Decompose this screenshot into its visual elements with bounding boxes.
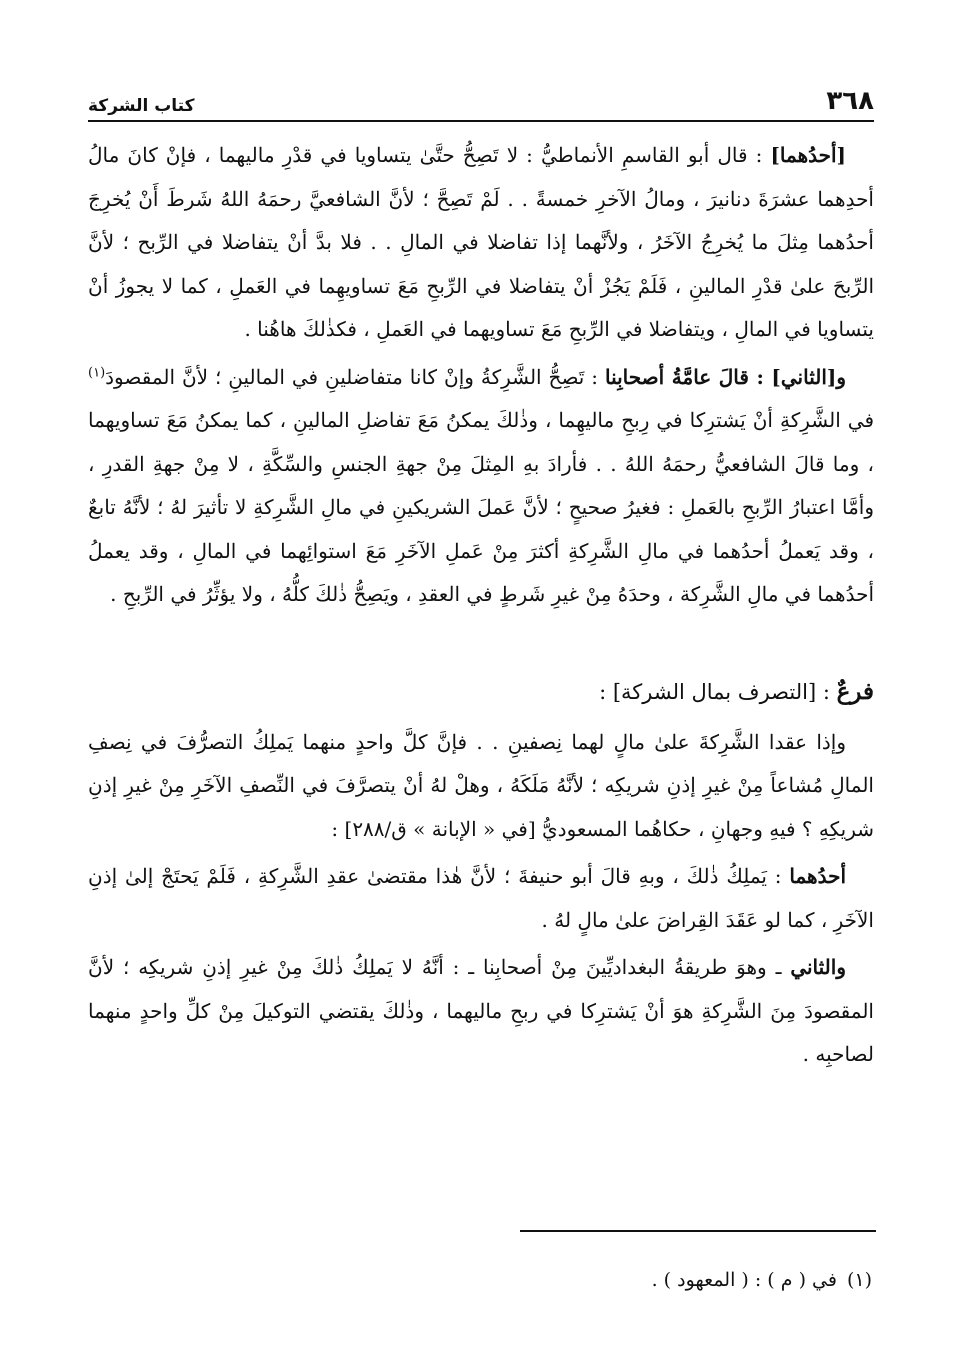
paragraph-text: : تَصِحُّ الشَّرِكةُ وإنْ كانا متفاضلينِ في المالينِ ؛ لأنَّ المقصودَ xyxy=(105,364,605,389)
footnote xyxy=(86,1262,872,1298)
page-header xyxy=(88,78,874,122)
heading-text: : [التصرف بمال الشركة] : xyxy=(599,679,837,704)
paragraph-branch-intro xyxy=(88,721,874,852)
paragraph-branch-first xyxy=(88,855,874,942)
footnote-divider xyxy=(520,1230,876,1232)
paragraph-second-opinion xyxy=(88,356,874,617)
page xyxy=(88,78,874,1081)
paragraph-first-opinion xyxy=(88,134,874,352)
page-number: ٣٦٨ xyxy=(826,86,874,116)
running-title: كتاب الشركة xyxy=(88,96,195,116)
section-heading xyxy=(88,669,874,715)
paragraph-text: في الشَّرِكةِ أنْ يَشترِكا في رِبحِ ماليهِما ، وذٰلكَ يمكنُ مَعَ تفاضلِ المالينِ ، كما يمكنُ مَعَ تساويهما ، وما قالَ الشافعيُّ رحمَهُ اللهُ . . فأرادَ بهِ المِثلَ مِنْ جهةِ الجنسِ والسِّكَّةِ ، لا مِنْ جهةِ القدرِ ، وأمَّا اعتبارُ الرِّبحِ بالعَملِ : فغيرُ صحيحٍ ؛ لأنَّ عَملَ الشريكينِ في مالِ الشَّرِكةِ لا تأثيرَ لهُ ؛ لأنَّهُ تابعٌ ، وقد يَعملُ أحدُهما في مالِ الشَّرِكةِ أكثرَ مِنْ عَملِ الآخَرِ مَعَ استوائِهما في المالِ ، وقد يعملُ أحدُهما في مالِ الشَّرِكة ، وحدَهُ مِنْ غيرِ شَرطٍ في العقدِ ، ويَصِحُّ ذٰلكَ كلُّهُ ، ولا يؤثِّرُ في الرِّبحِ . xyxy=(88,408,874,606)
paragraph-text: وإذا عقدا الشَّرِكةَ علىٰ مالٍ لهما نِصفينِ . . فإنَّ كلَّ واحدٍ منهما يَملِكُ التصرُّفَ في نِصفِ المالِ مُشاعاً مِنْ غيرِ إذنِ شريكِه ؛ لأنَّهُ مَلَكَهُ ، وهلْ لهُ أنْ يتصرَّفَ في النِّصفِ الآخَرِ مِنْ غيرِ إذنِ شريكِهِ ؟ فيهِ وجهانِ ، حكاهُما المسعوديُّ [في « الإبانة » ق/٢٨٨] : xyxy=(88,729,874,841)
footnote-marker: (١) xyxy=(88,364,106,380)
paragraph-lead: [أحدُهما] xyxy=(770,143,846,167)
paragraph-lead: أحدُهما xyxy=(789,864,846,888)
heading-lead: فرعٌ xyxy=(836,677,874,705)
section-gap xyxy=(88,621,874,669)
paragraph-text: ـ وهوَ طريقةُ البغداديِّينَ مِنْ أصحابِنا ـ : أنَّهُ لا يَملِكُ ذٰلكَ مِنْ غيرِ إذنِ شريكِه ؛ لأنَّ المقصودَ مِنَ الشَّرِكةِ هوَ أنْ يَشترِكا في ربحِ ماليهما ، وذٰلكَ يقتضي التوكيلَ مِنْ كلِّ واحدٍ منهما لصاحبِه . xyxy=(88,955,874,1066)
main-text xyxy=(88,134,874,1077)
paragraph-lead: والثاني xyxy=(790,955,846,979)
paragraph-text: : قال أبو القاسمِ الأنماطيُّ : لا تَصِحُّ حتَّىٰ يتساويا في قدْرِ ماليهما ، فإنْ كانَ مالُ أحدِهما عشرَةَ دنانيرَ ، ومالُ الآخرِ خمسةً . . لَمْ تَصِحَّ ؛ لأنَّ الشافعيَّ رحمَهُ اللهُ شَرطَ أَنْ يُخرِجَ أحدُهما مِثلَ ما يُخرِجُ الآخَرُ ، ولأنَّهما إذا تفاضلا في المالِ . . فلا بدَّ أنْ يتفاضلا في الرِّبح ؛ لأنَّ الرِّبحَ علىٰ قدْرِ المالينِ ، فَلَمْ يَجُزْ أنْ يتفاضلا في الرِّبحِ مَعَ تساويهِما في العَملِ ، كما لا يجوزُ أنْ يتساويا في المالِ ، ويتفاضلا في الرِّبحِ مَعَ تساويهما في العَملِ ، فكذٰلكَ هاهُنا . xyxy=(88,143,874,341)
footnote-text: في ( م ) : ( المعهود ) . xyxy=(651,1269,837,1291)
paragraph-branch-second xyxy=(88,946,874,1077)
footnote-number: (١) xyxy=(846,1269,872,1291)
paragraph-lead: و[الثاني] : قالَ عامَّةُ أصحابِنا xyxy=(604,364,847,389)
paragraph-text: : يَملِكُ ذٰلكَ ، وبهِ قالَ أبو حنيفةَ ؛ لأنَّ هٰذا مقتضىٰ عقدِ الشَّرِكةِ ، فَلَمْ يَحتَجْ إلىٰ إذنِ الآخَرِ ، كما لو عَقَدَ القِراضَ علىٰ مالٍ لهُ . xyxy=(88,864,874,932)
